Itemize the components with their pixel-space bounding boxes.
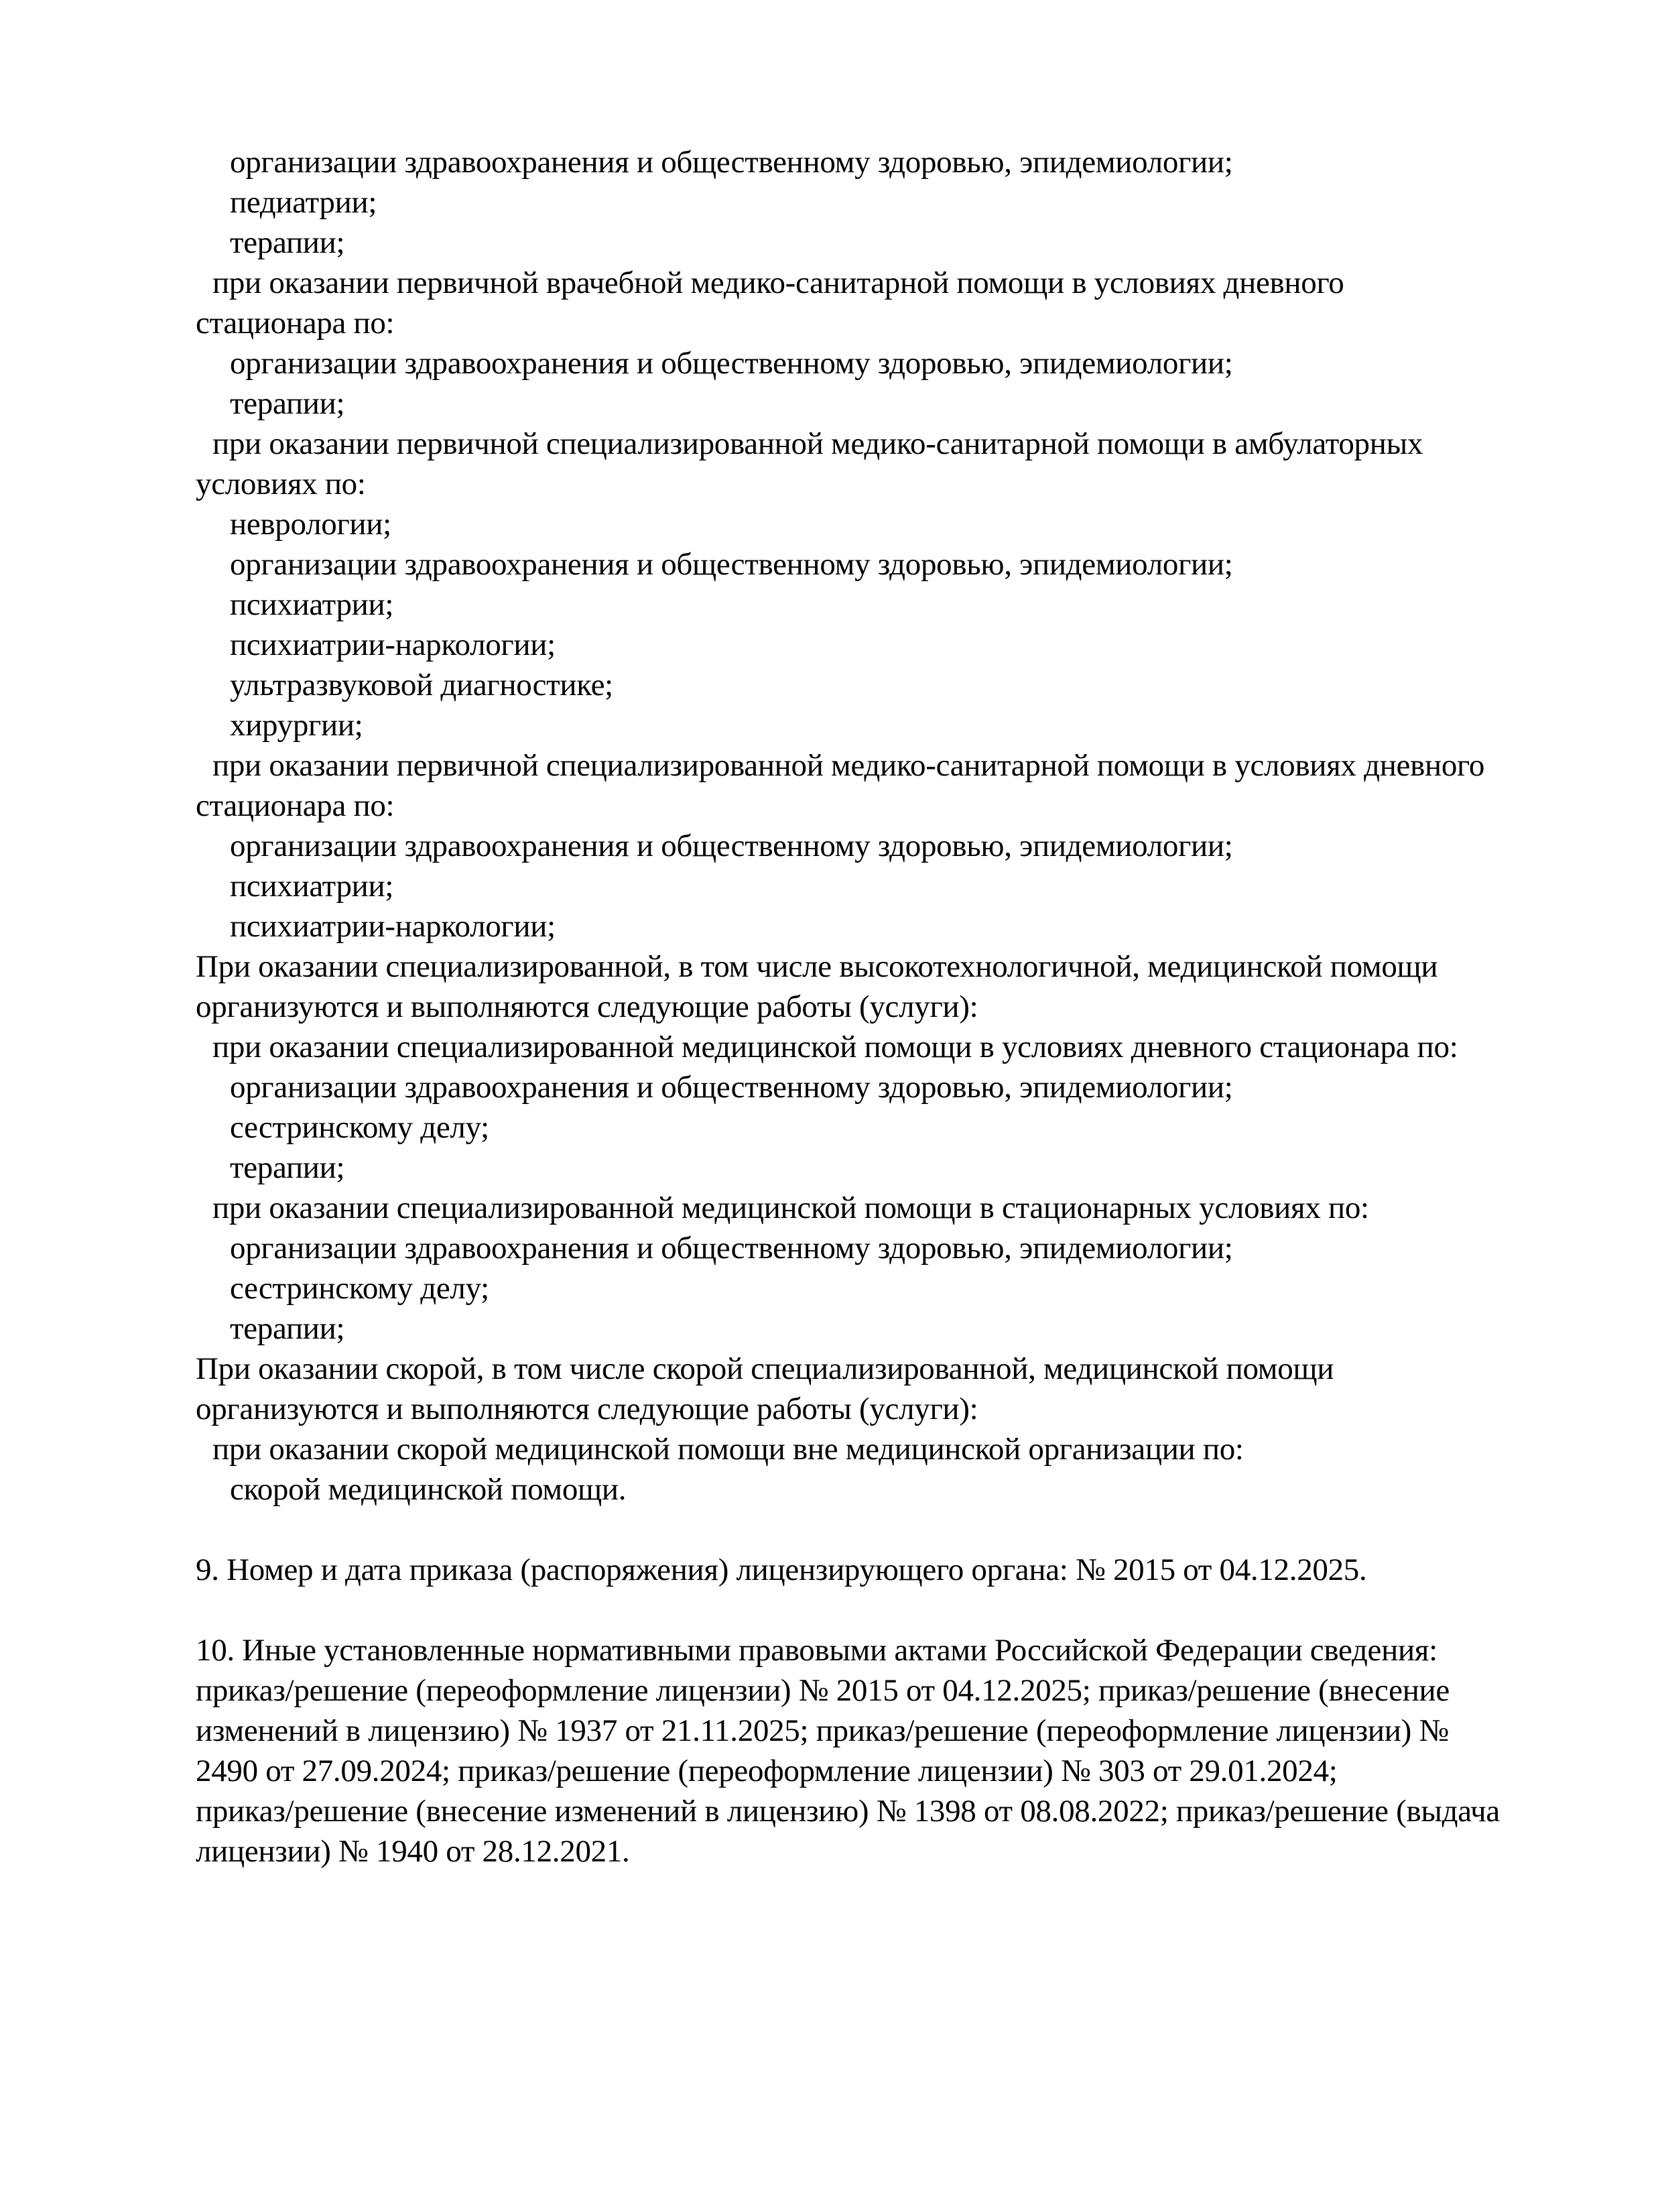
text-line: терапии; <box>230 1150 345 1185</box>
blank-line <box>0 1590 1662 1630</box>
text-line: психиатрии; <box>230 587 394 622</box>
text-line: терапии; <box>230 225 345 260</box>
text-line: психиатрии; <box>230 869 394 904</box>
text-line: при оказании специализированной медицинской помощи в стационарных условиях по: <box>212 1190 1369 1225</box>
text-line: 9. Номер и дата приказа (распоряжения) лицензирующего органа: № 2015 от 04.12.2025. <box>196 1552 1367 1587</box>
text-line: при оказании первичной специализированной медико-санитарной помощи в амбулаторных <box>212 426 1423 461</box>
text-line: при оказании специализированной медицинской помощи в условиях дневного стационара по: <box>212 1030 1458 1064</box>
text-line: психиатрии-наркологии; <box>230 627 556 662</box>
text-line: при оказании первичной врачебной медико-санитарной помощи в условиях дневного <box>212 265 1344 300</box>
text-line: изменений в лицензию) № 1937 от 21.11.2025; приказ/решение (переоформление лицензии) № <box>196 1713 1449 1748</box>
text-line: При оказании специализированной, в том числе высокотехнологичной, медицинской помощи <box>196 949 1438 984</box>
text-line: приказ/решение (внесение изменений в лицензию) № 1398 от 08.08.2022; приказ/решение (выдача <box>196 1794 1500 1829</box>
text-line: скорой медицинской помощи. <box>230 1472 627 1507</box>
text-line: организации здравоохранения и общественному здоровью, эпидемиологии; <box>230 346 1233 381</box>
text-line: при оказании скорой медицинской помощи вне медицинской организации по: <box>212 1432 1244 1467</box>
text-line: организации здравоохранения и общественному здоровью, эпидемиологии; <box>230 145 1233 180</box>
text-line: лицензии) № 1940 от 28.12.2021. <box>196 1834 630 1869</box>
text-line: психиатрии-наркологии; <box>230 909 556 944</box>
text-line: При оказании скорой, в том числе скорой специализированной, медицинской помощи <box>196 1351 1334 1386</box>
text-line: неврологии; <box>230 507 391 542</box>
text-line: сестринскому делу; <box>230 1271 489 1306</box>
text-line: организации здравоохранения и общественному здоровью, эпидемиологии; <box>230 1070 1233 1105</box>
document-body <box>0 142 1662 1871</box>
text-line: приказ/решение (переоформление лицензии) № 2015 от 04.12.2025; приказ/решение (внесение <box>196 1673 1450 1708</box>
text-line: ультразвуковой диагностике; <box>230 668 613 702</box>
text-line: терапии; <box>230 1311 345 1346</box>
blank-line <box>0 1510 1662 1550</box>
text-line: хирургии; <box>230 708 363 743</box>
text-line: организации здравоохранения и общественному здоровью, эпидемиологии; <box>230 1231 1233 1266</box>
text-line: организуются и выполняются следующие работы (услуги): <box>196 989 978 1024</box>
text-line: организуются и выполняются следующие работы (услуги): <box>196 1392 978 1426</box>
text-line: организации здравоохранения и общественному здоровью, эпидемиологии; <box>230 547 1233 582</box>
text-line: педиатрии; <box>230 185 377 220</box>
text-line: организации здравоохранения и общественному здоровью, эпидемиологии; <box>230 828 1233 863</box>
text-line: условиях по: <box>196 467 366 501</box>
text-line: 10. Иные установленные нормативными правовыми актами Российской Федерации сведения: <box>196 1633 1437 1668</box>
text-line: 2490 от 27.09.2024; приказ/решение (переоформление лицензии) № 303 от 29.01.2024; <box>196 1754 1338 1788</box>
text-line: стационара по: <box>196 306 395 341</box>
text-line: при оказании первичной специализированной медико-санитарной помощи в условиях дневного <box>212 748 1485 783</box>
text-line: стационара по: <box>196 788 395 823</box>
text-line: терапии; <box>230 386 345 421</box>
text-line: сестринскому делу; <box>230 1110 489 1145</box>
